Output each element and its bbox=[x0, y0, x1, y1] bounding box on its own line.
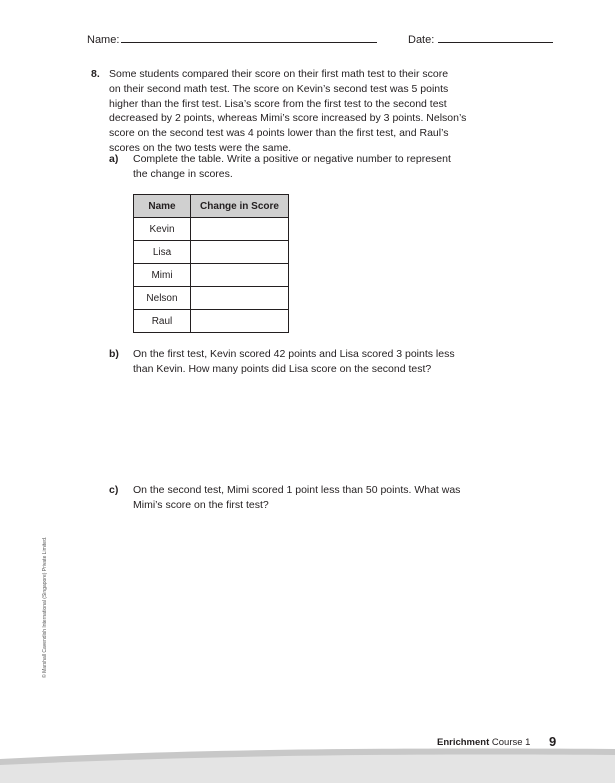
table-row bbox=[134, 241, 289, 264]
part-c-answer-space[interactable] bbox=[133, 520, 553, 720]
copyright-notice: © Marshall Cavendish International (Singapore) Private Limited. bbox=[42, 536, 48, 678]
part-b-letter: b) bbox=[109, 348, 119, 360]
question-line: higher than the first test. Lisa’s score from the first test to the second test bbox=[109, 97, 447, 110]
student-name: Mimi bbox=[134, 264, 191, 287]
part-c-text bbox=[133, 483, 460, 513]
student-name: Lisa bbox=[134, 241, 191, 264]
page-number: 9 bbox=[549, 734, 557, 749]
name-label: Name: bbox=[87, 34, 120, 46]
question-line: Some students compared their score on their first math test to their score bbox=[109, 68, 449, 80]
question-number: 8. bbox=[91, 68, 100, 80]
question-line: decreased by 2 points, whereas Mimi’s score increased by 3 points. Nelson’s bbox=[109, 112, 467, 125]
part-b-answer-space[interactable] bbox=[133, 384, 553, 480]
part-c-line: Mimi’s score on the first test? bbox=[133, 498, 269, 511]
part-c-line: On the second test, Mimi scored 1 point less than 50 points. What was bbox=[133, 484, 461, 496]
book-title-bold: Enrichment bbox=[437, 737, 490, 748]
book-title-course: Course 1 bbox=[489, 737, 531, 748]
table-row bbox=[134, 264, 289, 287]
header-change-in-score: Change in Score bbox=[191, 195, 289, 218]
name-field[interactable] bbox=[121, 42, 377, 43]
table-row bbox=[134, 218, 289, 241]
part-b-line: On the first test, Kevin scored 42 points and Lisa scored 3 points less bbox=[133, 348, 455, 360]
date-field[interactable] bbox=[438, 42, 553, 43]
change-answer-cell[interactable] bbox=[191, 310, 289, 333]
question-text bbox=[109, 67, 466, 156]
part-b-text bbox=[133, 347, 455, 377]
score-change-table bbox=[133, 194, 289, 333]
question-line: score on the second test was 4 points lower than the first test, and Raul’s bbox=[109, 127, 449, 140]
book-title bbox=[437, 737, 530, 748]
table-header-row bbox=[134, 195, 289, 218]
student-name: Raul bbox=[134, 310, 191, 333]
part-a-line: Complete the table. Write a positive or negative number to represent bbox=[133, 153, 451, 165]
table-row bbox=[134, 287, 289, 310]
change-answer-cell[interactable] bbox=[191, 287, 289, 310]
question-line: on their second math test. The score on Kevin’s second test was 5 points bbox=[109, 82, 449, 95]
date-label: Date: bbox=[408, 34, 435, 46]
footer-wave-decoration bbox=[0, 745, 615, 783]
header-name: Name bbox=[134, 195, 191, 218]
part-c-letter: c) bbox=[109, 484, 119, 496]
table-row bbox=[134, 310, 289, 333]
part-a-letter: a) bbox=[109, 153, 119, 165]
change-answer-cell[interactable] bbox=[191, 264, 289, 287]
part-a-line: the change in scores. bbox=[133, 167, 233, 180]
part-a-text bbox=[133, 152, 451, 182]
question-line: scores on the two tests were the same. bbox=[109, 141, 292, 154]
student-name: Nelson bbox=[134, 287, 191, 310]
change-answer-cell[interactable] bbox=[191, 241, 289, 264]
student-name: Kevin bbox=[134, 218, 191, 241]
part-b-line: than Kevin. How many points did Lisa score on the second test? bbox=[133, 362, 432, 375]
change-answer-cell[interactable] bbox=[191, 218, 289, 241]
